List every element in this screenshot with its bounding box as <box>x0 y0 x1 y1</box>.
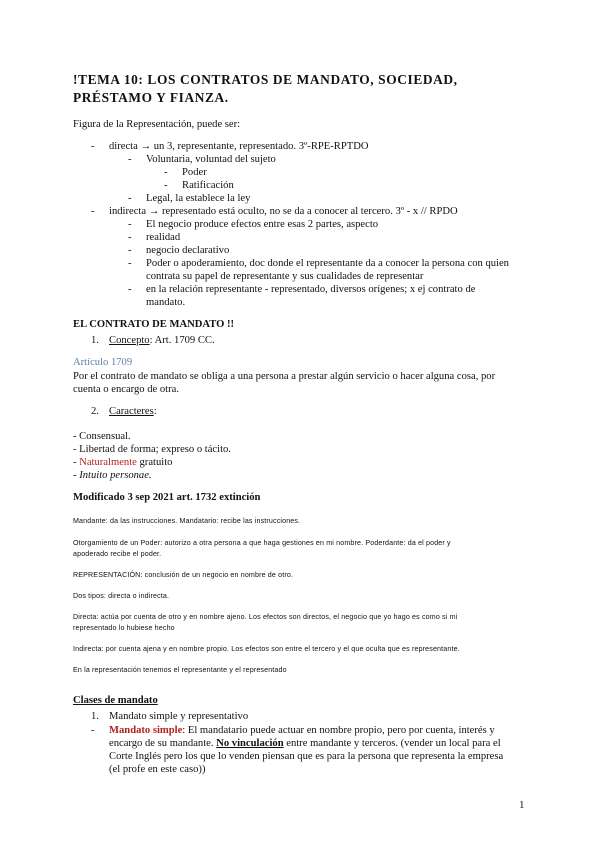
modificado-heading: Modificado 3 sep 2021 art. 1732 extinción <box>73 492 261 503</box>
note-poder: Otorgamiento de un Poder: autorizo a otra persona a que haga gestiones en mi nombre. Poderdante: da el poder y <box>73 539 451 547</box>
list-item-legal: Legal, la establece la ley <box>146 193 251 204</box>
page-number: 1 <box>519 799 525 811</box>
bullet-dash: - <box>91 725 95 736</box>
bullet-dash: - <box>128 284 132 295</box>
note-representacion: REPRESENTACIÓN: conclusión de un negocio en nombre de otro. <box>73 571 294 579</box>
list-item-indirecta: indirecta → representado está oculto, no se da a conocer al tercero. 3º - x // RPDO <box>109 206 458 217</box>
intuito-text: Intuito personae. <box>79 470 152 481</box>
list-item-realidad: realidad <box>146 232 181 243</box>
gratuito-text: gratuito <box>136 457 173 468</box>
list-item-mandato-simple-representativo: Mandato simple y representativo <box>109 711 249 722</box>
article-text-cont: cuenta o encargo de otra. <box>73 384 179 395</box>
mandato-simple-line-3: Corte Inglés pero los que lo venden piensan que es para la persona que representa la empresa <box>109 751 504 762</box>
bullet-dash: - <box>128 154 132 165</box>
note-directa-cont: representado lo hubiese hecho <box>73 624 175 632</box>
bullet-dash: - <box>128 245 132 256</box>
caracteres-rest: : <box>153 406 157 417</box>
mandato-simple-line-4: (el profe en este caso)) <box>109 764 206 775</box>
caracter-dash: - <box>73 470 80 481</box>
note-poder-cont: apoderado recibe el poder. <box>73 550 162 558</box>
mandato-simple-line-2 <box>109 737 529 750</box>
bullet-dash: - <box>128 232 132 243</box>
no-vinculacion-text: No vinculación <box>216 738 284 749</box>
section-heading-clases: Clases de mandato <box>73 695 158 706</box>
note-directa: Directa: actúa por cuenta de otro y en nombre ajeno. Los efectos son directos, el negocio que yo hago es como si mi <box>73 613 458 621</box>
note-representante: En la representación tenemos el representante y el representado <box>73 666 287 674</box>
caracteres-label: Caracteres <box>109 406 154 417</box>
bullet-dash: - <box>128 193 132 204</box>
note-indirecta: Indirecta: por cuenta ajena y en nombre propio. Los efectos son entre el tercero y el que oculta que es representante. <box>73 645 460 653</box>
note-mandante: Mandante: da las instrucciones. Mandatario: recibe las instrucciones. <box>73 517 301 525</box>
list-number: 1. <box>91 335 99 346</box>
caracter-dash: - <box>73 457 80 468</box>
bullet-dash: - <box>91 141 95 152</box>
list-item-declarativo: negocio declarativo <box>146 245 230 256</box>
list-item-apoderamiento-cont: contrata su papel de representante y sus cualidades de representar <box>146 271 424 282</box>
caracter-consensual: - Consensual. <box>73 431 131 442</box>
mandato-simple-text-2a: encargo de su mandante. <box>109 738 217 749</box>
bullet-dash: - <box>128 258 132 269</box>
list-item-directa: directa → un 3, representante, representado. 3º-RPE-RPTDO <box>109 141 369 152</box>
list-item-apoderamiento: Poder o apoderamiento, doc donde el representante da a conocer la persona con quien <box>146 258 509 269</box>
bullet-dash: - <box>164 167 168 178</box>
caracter-intuito <box>73 469 533 482</box>
naturalmente-text: Naturalmente <box>79 457 137 468</box>
caracter-gratuito <box>73 456 533 469</box>
list-item-concepto <box>109 334 215 347</box>
list-item-poder: Poder <box>182 167 207 178</box>
note-tipos: Dos tipos: directa o indirecta. <box>73 592 170 600</box>
mandato-simple-text-2b: entre mandante y terceros. (vender un local para el <box>283 738 501 749</box>
mandato-simple-label: Mandato simple <box>109 725 183 736</box>
section-heading-mandato: EL CONTRATO DE MANDATO !! <box>73 319 235 330</box>
concepto-label: Concepto <box>109 335 150 346</box>
bullet-dash: - <box>128 219 132 230</box>
list-number: 1. <box>91 711 99 722</box>
mandato-simple-line <box>109 724 529 737</box>
document-title: !TEMA 10: LOS CONTRATOS DE MANDATO, SOCIEDAD, PRÉSTAMO Y FIANZA. <box>73 72 458 105</box>
bullet-dash: - <box>164 180 168 191</box>
concepto-rest: : Art. 1709 CC. <box>149 335 215 346</box>
list-number: 2. <box>91 406 99 417</box>
article-heading: Artículo 1709 <box>73 357 133 368</box>
list-item-relacion-cont: mandato. <box>146 297 186 308</box>
bullet-dash: - <box>91 206 95 217</box>
list-item-relacion: en la relación representante - representado, diversos orígenes; x ej contrato de <box>146 284 476 295</box>
mandato-simple-text: : El mandatario puede actuar en nombre propio, pero por cuenta, interés y <box>182 725 495 736</box>
list-item-voluntaria: Voluntaria, voluntad del sujeto <box>146 154 276 165</box>
intro-text: Figura de la Representación, puede ser: <box>73 119 241 130</box>
list-item-negocio: El negocio produce efectos entre esas 2 partes, aspecto <box>146 219 379 230</box>
caracter-libertad: - Libertad de forma; expreso o tácito. <box>73 444 231 455</box>
list-item-caracteres <box>109 405 157 418</box>
list-item-ratificacion: Ratificación <box>182 180 234 191</box>
article-text: Por el contrato de mandato se obliga a una persona a prestar algún servicio o hacer alguna cosa, por <box>73 371 496 382</box>
